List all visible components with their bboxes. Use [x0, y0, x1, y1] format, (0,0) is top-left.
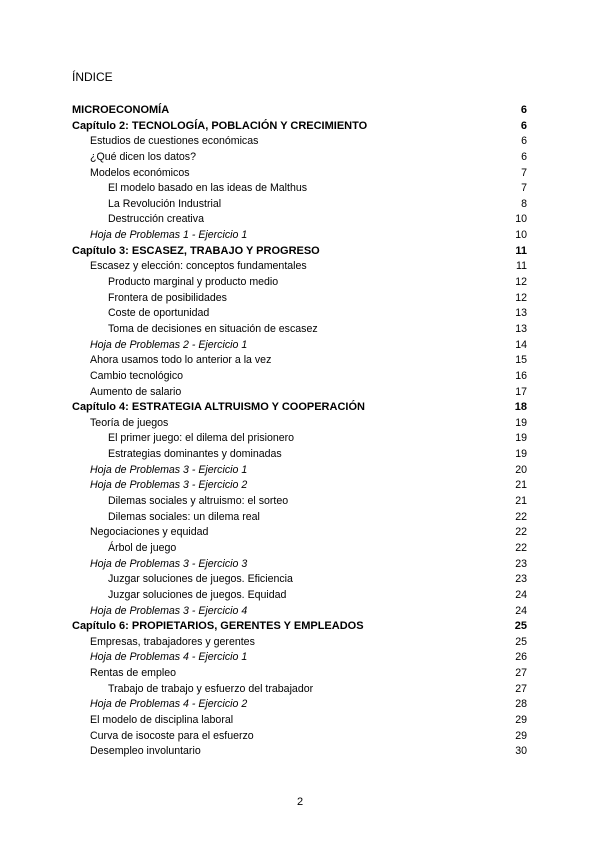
toc-entry-page: 6 [520, 119, 527, 132]
toc-entry-page: 6 [521, 135, 527, 148]
toc-entry[interactable] [72, 541, 527, 557]
toc-entry-title: Negociaciones y equidad [90, 526, 209, 539]
toc-entry-title: Cambio tecnológico [90, 369, 184, 382]
toc-entry-title: Hoja de Problemas 3 - Ejercicio 1 [90, 463, 248, 476]
toc-entry[interactable] [72, 166, 527, 182]
toc-entry-page: 25 [514, 620, 527, 633]
toc-entry[interactable] [72, 650, 527, 666]
toc-entry[interactable] [72, 322, 527, 338]
toc-entry-page: 14 [515, 338, 527, 351]
toc-entry[interactable] [72, 463, 527, 479]
toc-entry[interactable] [72, 385, 527, 401]
toc-entry[interactable] [72, 291, 527, 307]
toc-entry[interactable] [72, 713, 527, 729]
toc-entry-page: 19 [515, 416, 527, 429]
toc-entry-page: 30 [515, 745, 527, 758]
toc-entry-page: 6 [520, 104, 527, 116]
toc-entry-title: Modelos económicos [90, 166, 190, 179]
toc-entry-title: Hoja de Problemas 3 - Ejercicio 2 [90, 479, 248, 492]
toc-entry[interactable] [72, 729, 527, 745]
toc-entry-page: 22 [515, 510, 527, 523]
toc-entry[interactable] [72, 635, 527, 651]
toc-entry-title: Juzgar soluciones de juegos. Eficiencia [108, 573, 293, 586]
toc-entry-page: 13 [515, 322, 527, 335]
toc-entry-title: Teoría de juegos [90, 416, 169, 429]
toc-entry-title: Hoja de Problemas 1 - Ejercicio 1 [90, 229, 248, 242]
toc-entry[interactable] [72, 400, 527, 416]
toc-entry-title: Hoja de Problemas 4 - Ejercicio 1 [90, 651, 248, 664]
toc-entry-page: 27 [515, 667, 527, 680]
toc-entry-title: El primer juego: el dilema del prisionero [108, 432, 295, 445]
toc-entry-page: 11 [515, 244, 527, 257]
toc-entry-page: 21 [515, 479, 527, 492]
toc-entry-title: Hoja de Problemas 4 - Ejercicio 2 [90, 698, 248, 711]
toc-entry-title: Estrategias dominantes y dominadas [108, 448, 282, 461]
toc-entry-page: 17 [515, 385, 527, 398]
toc-entry-page: 26 [515, 651, 527, 664]
toc-entry-page: 19 [515, 432, 527, 445]
toc-entry-title: Capítulo 6: PROPIETARIOS, GERENTES Y EMPLEADOS [72, 620, 364, 633]
toc-heading: ÍNDICE [72, 70, 113, 84]
toc-entry-title: La Revolución Industrial [108, 197, 222, 210]
toc-entry-page: 29 [515, 713, 527, 726]
toc-entry-title: Toma de decisiones en situación de escasez [108, 322, 318, 335]
toc-entry[interactable] [72, 353, 527, 369]
toc-entry-title: Ahora usamos todo lo anterior a la vez [90, 354, 272, 367]
toc-entry-title: Hoja de Problemas 2 - Ejercicio 1 [90, 338, 248, 351]
toc-entry[interactable] [72, 447, 527, 463]
toc-entry[interactable] [72, 478, 527, 494]
toc-entry-title: Aumento de salario [90, 385, 182, 398]
toc-entry-page: 18 [514, 401, 527, 414]
toc-entry[interactable] [72, 181, 527, 197]
toc-entry-title: MICROECONOMÍA [72, 104, 170, 116]
toc-entry[interactable] [72, 197, 527, 213]
page-number: 2 [296, 796, 304, 808]
toc-entry[interactable] [72, 682, 527, 698]
toc-entry[interactable] [72, 431, 527, 447]
toc-entry-title: Capítulo 2: TECNOLOGÍA, POBLACIÓN Y CRECIMIENTO [72, 119, 368, 132]
toc-entry-page: 24 [515, 604, 527, 617]
toc-entry-title: Empresas, trabajadores y gerentes [90, 635, 255, 648]
toc-entry[interactable] [72, 212, 527, 228]
toc-entry[interactable] [72, 494, 527, 510]
toc-entry[interactable] [72, 103, 527, 119]
toc-entry-title: El modelo de disciplina laboral [90, 713, 234, 726]
toc-entry[interactable] [72, 338, 527, 354]
toc-entry-page: 7 [521, 166, 527, 179]
toc-entry-page: 22 [515, 526, 527, 539]
toc-entry-title: Juzgar soluciones de juegos. Equidad [108, 588, 287, 601]
toc-entry-page: 11 [516, 260, 527, 273]
toc-entry-page: 21 [515, 495, 527, 508]
toc-entry[interactable] [72, 557, 527, 573]
toc-entry-page: 10 [515, 229, 527, 242]
toc-entry[interactable] [72, 119, 527, 135]
toc-entry[interactable] [72, 150, 527, 166]
toc-entry-title: Curva de isocoste para el esfuerzo [90, 729, 254, 742]
toc-entry-page: 8 [521, 197, 527, 210]
toc-entry[interactable] [72, 275, 527, 291]
toc-entry[interactable] [72, 228, 527, 244]
toc-entry-page: 23 [515, 557, 527, 570]
toc-entry-title: Hoja de Problemas 3 - Ejercicio 4 [90, 604, 248, 617]
toc-entry[interactable] [72, 306, 527, 322]
toc-entry-page: 29 [515, 729, 527, 742]
toc-entry-page: 12 [515, 276, 527, 289]
toc-entry-page: 15 [515, 354, 527, 367]
toc-entry-page: 16 [515, 369, 527, 382]
toc-entry[interactable] [72, 510, 527, 526]
toc-entry[interactable] [72, 134, 527, 150]
toc-entry-page: 27 [515, 682, 527, 695]
toc-entry-title: Escasez y elección: conceptos fundamentales [90, 260, 307, 273]
toc-entry-title: El modelo basado en las ideas de Malthus [108, 182, 308, 195]
toc-entry-page: 25 [515, 635, 527, 648]
toc-entry-page: 23 [515, 573, 527, 586]
toc-entry[interactable] [72, 369, 527, 385]
toc-entry-title: ¿Qué dicen los datos? [90, 150, 196, 163]
toc-entry[interactable] [72, 619, 527, 635]
toc-entry[interactable] [72, 416, 527, 432]
toc-entry-title: Dilemas sociales: un dilema real [108, 510, 260, 523]
table-of-contents [72, 103, 527, 760]
toc-entry-title: Árbol de juego [108, 541, 177, 554]
toc-entry-page: 7 [521, 182, 527, 195]
toc-entry-title: Destrucción creativa [108, 213, 204, 226]
toc-entry-title: Desempleo involuntario [90, 745, 201, 758]
toc-entry[interactable] [72, 572, 527, 588]
toc-entry-page: 20 [515, 463, 527, 476]
toc-entry[interactable] [72, 244, 527, 260]
toc-entry[interactable] [72, 744, 527, 760]
toc-entry-page: 12 [515, 291, 527, 304]
toc-entry-title: Frontera de posibilidades [108, 291, 227, 304]
toc-entry-page: 28 [515, 698, 527, 711]
toc-entry-title: Capítulo 3: ESCASEZ, TRABAJO Y PROGRESO [72, 244, 320, 257]
toc-entry-title: Capítulo 4: ESTRATEGIA ALTRUISMO Y COOPERACIÓN [72, 401, 365, 414]
toc-entry[interactable] [72, 259, 527, 275]
toc-entry-page: 10 [515, 213, 527, 226]
toc-entry-title: Producto marginal y producto medio [108, 276, 279, 289]
toc-entry[interactable] [72, 588, 527, 604]
toc-entry-title: Rentas de empleo [90, 667, 176, 680]
toc-entry[interactable] [72, 666, 527, 682]
toc-entry-page: 22 [515, 541, 527, 554]
toc-entry[interactable] [72, 604, 527, 620]
toc-entry[interactable] [72, 525, 527, 541]
toc-entry-page: 6 [521, 150, 527, 163]
toc-entry-title: Trabajo de trabajo y esfuerzo del trabajador [108, 682, 314, 695]
toc-entry-page: 24 [515, 588, 527, 601]
toc-entry-title: Coste de oportunidad [108, 307, 210, 320]
toc-entry-page: 13 [515, 307, 527, 320]
toc-entry[interactable] [72, 697, 527, 713]
toc-entry-title: Hoja de Problemas 3 - Ejercicio 3 [90, 557, 248, 570]
toc-entry-title: Dilemas sociales y altruismo: el sorteo [108, 495, 289, 508]
toc-entry-page: 19 [515, 448, 527, 461]
toc-entry-title: Estudios de cuestiones económicas [90, 135, 259, 148]
